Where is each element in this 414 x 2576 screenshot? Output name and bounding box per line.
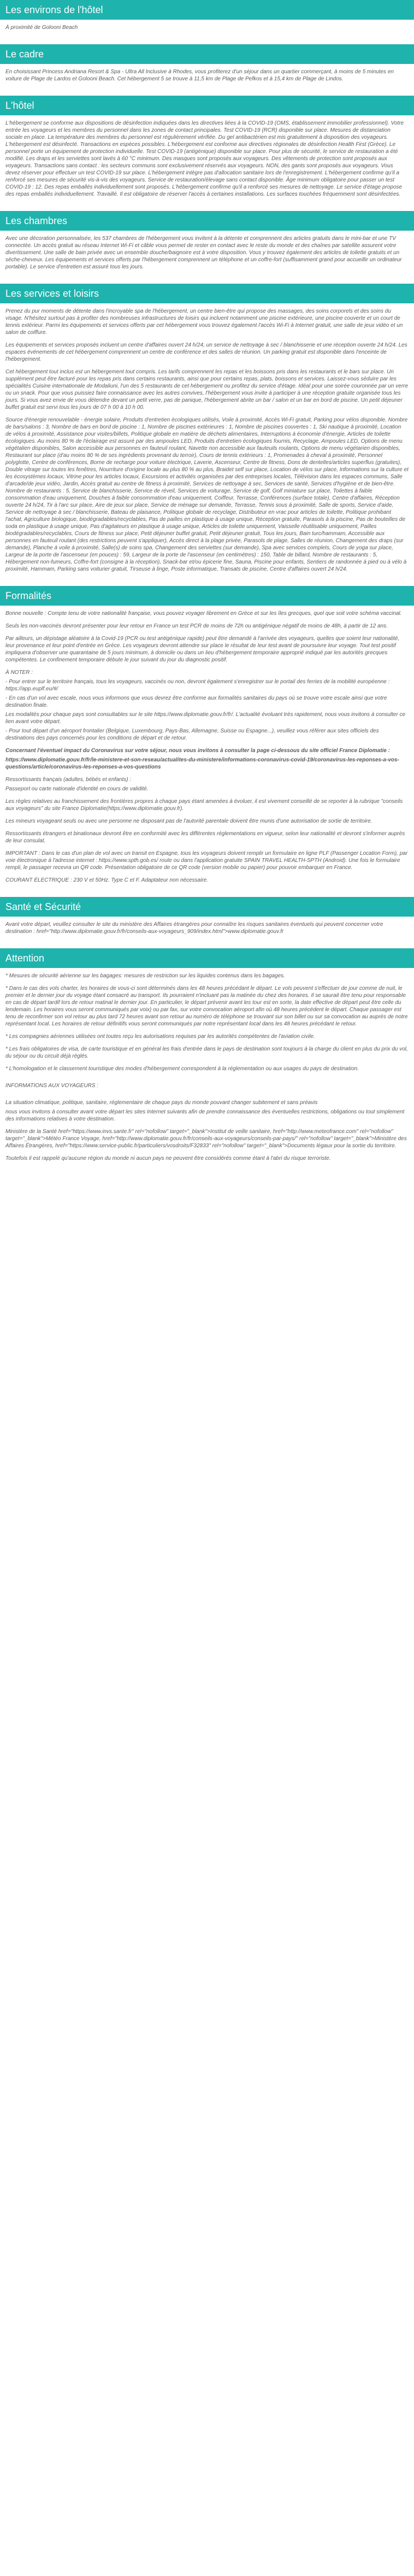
services-paragraph: Prenez du pur moments de détente dans l'incroyable spa de l'hébergement, un centre bien-être qui propose des massages, des soins corporels et des soins du visage. N'hésitez surtout pas à profiter des nombreuses infrastructures de loisirs qui incluent notamment une piscine extérieure, une piscine couverte et un court de tennis extérieur. Parmi les équipements et services offerts par cet hébergement vous trouvez également l'accès Wi-Fi à Internet gratuit, une salle de jeux vidéo et un salon de coiffure. [5, 308, 403, 336]
section-title-sante: Santé et Sécurité [0, 897, 414, 917]
attention-paragraph: * Mesures de sécurité aérienne sur les bagages: mesures de restriction sur les liquides contenus dans les bagages. [5, 973, 285, 979]
formalites-paragraph: Bonne nouvelle : Compte tenu de votre nationalité française, vous pouvez voyager librement en Grèce et sur les îles grecques, quel que soit votre schéma vaccinal. [5, 611, 402, 617]
attention-paragraph: * L'homologation et le classement touristique des modes d'hébergement correspondent à la réglementation ou aux usages du pays de destination. [5, 1066, 359, 1072]
attention-paragraph: La situation climatique, politique, sanitaire, réglementaire de chaque pays du monde pouvant changer subitement et sans préavis [5, 1100, 318, 1106]
formalites-note-heading: À NOTER : [5, 670, 33, 676]
attention-links[interactable]: Ministère de la Santé href="https://www.invs.sante.fr" rel="nofollow" target="_blank">Institut de veille sanitaire, href="http://www.meteofrance.com" rel="nofollow" target="_blank">Météo France Voyage, href="http://www.diplomatie.gouv.fr/fr/conseils-aux-voyageurs/conseils-par-pays/" rel="nofollow" target="_blank">Ministère des Affaires Étrangères, href="https://www.service-public.fr/particuliers/vosdroits/F32833" rel="nofollow" target="_blank">Documents légaux pour la sortie du territoire. [5, 1129, 407, 1149]
formalites-covid-heading: Concernant l'éventuel impact du Coronavirus sur votre séjour, nous vous invitons à consulter la page ci-dessous du site officiel France Diplomatie : [5, 748, 391, 754]
formalites-paragraph: Passeport ou carte nationale d'identité en cours de validité. [5, 786, 149, 792]
attention-paragraph: * Les compagnies aériennes utilisées ont toutes reçu les autorisations requises par les autorités compétentes de l'aviation civile. [5, 1034, 315, 1040]
section-formalites [0, 606, 414, 897]
attention-paragraph: * Dans le cas des vols charter, les horaires de vous-ci sont déterminés dans les 48 heures précédant le départ. Le vols peuvent s'effectuer de jour comme de nuit, le premier et le dernier jour du voyage étant consacré au transport. Ils pourraient n'incluant pas la matinée du chez des horaires. Il se saurait être tenu pour responsable en cas de départ tardif lors de retour matinal le dernier jour. En particulier, le départ prévenir avant les tour est en sorte, la date effective de départ peut être celle du lendemain. Les horaires vous seront communiqués par voix) ou par fax, sur votre convocation aéroport afin où 48 heures précédent le départ. Chaque passager est tenu de reconfirmer son vol retour au plus tard 72 heures avant son retour au numéro de téléphone se trouvant sur son billet ou sur sa convocation au auprès de notre représentant local. Les horaires de retour définitifs vous seront communiqués par notre représentant local dans les 48 heures précédant le retour. [5, 985, 408, 1027]
section-title-cadre: Le cadre [0, 44, 414, 64]
chambres-text: Avec une décoration personnalisée, les 537 chambres de l'hébergement vous invitent à la détente et comprennent des articles gratuits dans le mini-bar et une TV connectée. Un accès gratuit au réseau Internet Wi-Fi et câble vous permet de rester en contact avec le reste du monde et des chaînes par satellite assurent votre divertissement. Une salle de bain privée avec un ensemble douche/baignoire est à votre disposition. Vous y trouvez également des articles de toilette gratuits et un sèche-cheveux. Les équipements et services offerts par l'hébergement comprennent un téléphone et un coffre-fort (suffisamment grand pour accueillir un ordinateur portable). Le service d'entretien est assuré tous les jours. [5, 236, 402, 270]
section-title-environs: Les environs de l'hôtel [0, 0, 414, 20]
formalites-paragraph: Ressortissants étrangers et binationaux devront être en conformité avec les différentes réglementations en vigueur, selon leur nationalité et devront s'informer auprès de leur consulat. [5, 831, 405, 844]
section-attention [0, 968, 414, 1175]
sante-text: Avant votre départ, veuillez consulter le site du ministère des Affaires étrangères pour connaître les risques sanitaires éventuels qui peuvent concerner votre destination : href="http://www.diplomatie.gouv.fr/fr/conseils-aux-voyageurs_909/index.html">www.diplomatie.gouv.fr [5, 922, 383, 935]
services-paragraph: Source d'énergie renouvelable - énergie solaire, Produits d'entretien écologiques utilisés, Voile à proximité, Accès Wi-Fi gratuit, Parking pour vélos disponible. Nombre de bars/salons : 3, Nombre de bars en bord de piscine : 1, Nombre de piscines extérieures : 1, Nombre de piscines couvertes : 1, Ski nautique à proximité, Location de vélos à proximité, Assistance pour visites/billets, Politique globale en matière de déchets alimentaires, Interruptions à économie d'énergie, Articles de toilette écologiques. Au moins 80 % de l'éclairage est assuré par des ampoules LED, Produits d'entretien écologiques fournis, Recyclage, Ampoules LED, Options de menu végétalien disponibles, Salon accessible aux personnes en fauteuil roulant, Navette non accessible aux fauteuils roulants, Options de menu végétarien disponibles, Restaurant sur place (d'au moins 80 % de ses ingrédients provenant du terroir), Cours de tennis extérieurs : 1, Promenades à cheval à proximité, Personnel polyglotte, Centre de conférences, Borne de recharge pour voiture électrique, Laverie, Ascenseur, Centre de fitness, Dons de dentelles/articles superflus (gratuites), Double vitrage sur toutes les fenêtres, Nourriture d'origine locale au plus 80 % au plus, Braidet self sur place, Location de vélos sur place, Informations sur la culture et les écosystèmes locaux, Vitrine pour les articles locaux, Excursions et activités organisées par des entreprises locales, Télévision dans les espaces communs, Salle d'arcade/de jeux vidéo, Jardin, Accès gratuit au centre de fitness à proximité, Services de nettoyage à sec, Services de santé, Services d'hygiène et de bien-être. Nombre de restaurants : 5, Service de blanchisserie, Service de réveil, Services de voiturage, Service de golf, Golf miniature sur place, Toilettes à faible consommation d'eau uniquement, Douches à faible consommation d'eau uniquement, Coiffeur, Terrasse, Conférences (surface totale), Centre d'affaires, Réception ouverte 24 h/24, Tir à l'arc sur place, Aire de jeux sur place, Service de ménage sur demande, Terrasse, Tennis sous à proximité, Salle de sports, Service d'aide, Service de nettoyage à sec / blanchisserie, Bateau de plaisance, Politique globale de recyclage, Distributeur en vrac pour articles de toilette, Politique prohibant l'achat, Agriculture biologique, biodégradables/recyclables, Pas de pailles en plastique à usage unique, Réception gratuite, Parasols à la piscine, Pas de bouteilles de soda en plastique à usage unique, Pas d'agitateurs en plastique à usage unique, Articles de toilette uniquement, Vaisselle réutilisable uniquement, Pailles biodégradables/recyclables, Cours de fitness sur place, Petit déjeuner buffet gratuit, Petit déjeuner gratuit, Tous les jours, Bain turc/hammam, Accessible aux personnes en fauteuil roulant (des restrictions peuvent s'appliquer), Accès direct à la plage privée, Parasols de plage, Salles de réunion, Changement des draps (sur demande), Planche à voile à proximité, Salle(s) de soins spa, Changement des serviettes (sur demande), Spa avec services complets, Cours de yoga sur place, Largeur de la porte de l'ascenseur (en pouces) : 59, Largeur de la porte de l'ascenseur (en centimètres) : 150, Table de billard, Nombre de restaurants : 5, Hébergement non-fumeurs, Coffre-fort (consigne à la réception), Snack-bar et/ou épicerie fine, Sauna, Piscine pour enfants, Sentiers de randonnée à pied ou à vélo à proximité, Hammam, Parking sans voiturier gratuit, Tirseuse à linge, Poste informatique, Transats de piscine, Centre d'affaires ouvert 24 h/24. [5, 417, 409, 572]
formalites-paragraph: Ressortissants français (adultes, bébés et enfants) : [5, 777, 132, 783]
section-chambres [0, 231, 414, 284]
formalites-paragraph: COURANT ÉLECTRIQUE : 230 V et 50Hz. Type C et F. Adaptateur non nécessaire. [5, 877, 209, 883]
section-title-attention: Attention [0, 948, 414, 968]
attention-paragraph: Toutefois il est rappelé qu'aucune région du monde ni aucun pays ne peuvent être considérés comme étant à l'abri du risque terroriste. [5, 1155, 331, 1161]
formalites-paragraph: - En cas d'un vol avec escale, nous vous informons que vous devrez être conforme aux formalités sanitaires du pays où se trouve votre escale ainsi que votre destination finale. [5, 695, 387, 708]
section-hotel [0, 115, 414, 211]
section-title-services: Les services et loisirs [0, 284, 414, 303]
environs-text: À proximité de Golooni Beach [5, 25, 78, 31]
attention-paragraph: * Les frais obligatoires de visa, de carte touristique et en général les frais d'entrée dans le pays de destination sont toujours à la charge du client en plus du prix du vol, du séjour ou du circuit déjà réglés. [5, 1046, 408, 1059]
section-sante [0, 917, 414, 948]
services-paragraph: Cet hébergement tout inclus est un hébergement tout compris. Les tarifs comprennent les repas et les boissons pris dans les restaurants et le bars sur place. Un supplément peut être facturé pour les repas pris dans certains restaurants, ainsi que pour certains repas, plats, boissons et services. Laissez-vous séduire par les spécialités Cuisine internationale de Modaliuni, l'un des 5 restaurants de cet hébergement ou profitez du service d'étage. Idéal pour une soirée couronnée par un verre ou un snack. Pour que vous puissiez faire connaissance avec les autres convives, l'hébergement vous invite à participer à une réception gratuite organisée tous les jours. Si vous avez envie de vous détendre devant un petit verre, pas de panique, l'hébergement abrite un bar / salon et un bar en bord de piscine. Un petit déjeuner buffet gratuit est servi tous les jours de 07 h 00 à 10 h 00. [5, 369, 409, 410]
section-environs [0, 20, 414, 44]
formalites-paragraph: - Pour tout départ d'un aéroport frontalier (Belgique, Luxembourg, Pays-Bas, Allemagne, Suisse ou Espagne...), veuillez vous référer aux sites officiels des destinations des pays concernés pour les conditions de départ et de retour. [5, 728, 379, 741]
formalites-paragraph: IMPORTANT : Dans le cas d'un plan de vol avec un transit en Espagne, tous les voyageurs doivent remplir un formulaire en ligne PLF (Passenger Location Form), par voie électronique à l'adresse internet : https://www.spth.gob.es/ route ou dans l'application gratuite SPAIN TRAVEL HEALTH-SPTH (Android). Une fois le formulaire rempli, le passager recevra un QR code. Présentation obligatoire de ce QR code (version mobile ou papier) pour pouvoir embarquer en France. [5, 850, 408, 871]
section-title-chambres: Les chambres [0, 211, 414, 231]
formalites-paragraph: Seuls les non-vaccinés devront présenter pour leur retour en France un test PCR de moins de 72h ou antigénique négatif de moins de 48h, à partir de 12 ans. [5, 623, 388, 629]
attention-paragraph: nous vous invitons à consulter avant votre départ les sites Internet suivants afin de prendre connaissance des éventuelles restrictions, obligations ou tout simplement des informations relatives à votre destination. [5, 1109, 405, 1122]
attention-travellers-heading: INFORMATIONS AUX VOYAGEURS : [5, 1083, 99, 1089]
formalites-paragraph: - Pour entrer sur le territoire français, tous les voyageurs, vaccinés ou non, devront également s'enregistrer sur le portail des ferries de la mobilité européenne : https://app.euplf.eu/#/ [5, 679, 390, 692]
section-title-formalites: Formalités [0, 586, 414, 606]
section-title-hotel: L'hôtel [0, 96, 414, 115]
hotel-text: L'hébergement se conforme aux dispositions de désinfection indiquées dans les directives liées à la COVID-19 (OMS, établissement immobilier professionnel). Votre entrée les voyageurs et les membres du personnel dans les zones de contact principales. Test COVID-19 (RCR) disponible sur place. Mesures de distanciation sociale en place. La température des membres du personnel est régulièrement vérifiée. Du gel antibactérien est mis gratuitement à disposition des voyageurs. L'hébergement est désinfecté. Transactions en espèces possibles. L'hébergement est conforme aux directives régionales de désinfection Health First (Grèce). Le personnel porte un équipement de protection individuelle. Test COVID-19 (antigénique) disponible sur place. Pour plus de sécurité, le service de restauration a été modifié. Les draps et les serviettes sont lavés à 60 °C minimum. Des masques sont proposés aux voyageurs. Des vêtements de protection sont proposés aux voyageurs. Transactions sans contact : les secteurs communs sont exclusivement réservés aux voyageurs. NON, des gants sont proposés aux voyageurs. Vous devez réserver pour effectuer un test COVID-19 sur place. L'hébergement intègre pas d'allocation sanitaire lors de l'enregistrement. L'hébergement confirme qu'il a renforcé ses mesures de sécurité vis-à-vis des voyageurs. Service de restauration/élevage sans contact disponible. Âge minimum obligatoire pour passer un test COVID-19 : 12. Des repas emballés individuellement sont proposés. L'hébergement confirme qu'il a renforcé ses mesures de nettoyage. Le service d'étage propose des repas emballés individuellement. Travaillé. Il est obligatoire de réserver l'accès à certaines installations. Les surfaces touchées fréquemment sont désinfectées. [5, 120, 404, 197]
formalites-paragraph: Les mineurs voyageant seuls ou avec une personne ne disposant pas de l'autorité parentale doivent être munis d'une autorisation de sortie de territoire. [5, 818, 372, 824]
services-paragraph: Les équipements et services proposés incluent un centre d'affaires ouvert 24 h/24, un service de nettoyage à sec / blanchisserie et une réception ouverte 24 h/24. Les espaces événements de cet hébergement comprennent un centre de conférence et des salles de réunion. Un parking gratuit est disponible dans l'enceinte de l'hébergement. [5, 342, 407, 362]
formalites-covid-link[interactable]: https://www.diplomatie.gouv.fr/fr/le-ministere-et-son-reseau/actualites-du-ministere/informations-coronavirus-covid-19/coronavirus-les-reponses-a-vos-questions/article/coronavirus-les-reponses-a-vos-questions [5, 757, 399, 770]
formalites-paragraph: Par ailleurs, un dépistage aléatoire à la Covid-19 (PCR ou test antigénique rapide) peut être demandé à l'arrivée des voyageurs, quelles que soient leur nationalité, leur provenance et leur point d'entrée en Grèce. Les voyageurs devront attendre sur place le résultat de leur test avant de poursuivre leur voyage. Tout test positif impliquera d'observer une quarantaine de 5 jours minimum, à domicile ou dans un lieu d'hébergement temporaire approprié indiqué par les autorités grecques compétentes. Le confinement temporaire débute le jour suivant du jour du diagnostic positif. [5, 636, 400, 663]
hotel-info-page [0, 0, 414, 1175]
cadre-text: En choisissant Princess Andriana Resort & Spa - Ultra All Inclusive à Rhodes, vous profiterez d'un séjour dans un quartier commerçant, à moins de 5 minutes en voiture de Plage de Lardos et Golooni Beach. Cet hébergement 5 se trouve à 11,5 km de Plage de Pefkos et à 15,4 km de Plage de Lindos. [5, 69, 394, 82]
formalites-paragraph: Les règles relatives au franchissement des frontières propres à chaque pays étant amenées à évoluer, il est vivement conseillé de se reporter à la rubrique "conseils aux voyageurs" du site France Diplomatie(https://www.diplomatie.gouv.fr). [5, 799, 403, 812]
section-cadre [0, 64, 414, 96]
section-services [0, 303, 414, 586]
formalites-paragraph: Les modalités pour chaque pays sont consultables sur le site https://www.diplomatie.gouv.fr/fr/. L'actualité évoluant très rapidement, nous vous invitons à consulter ce lien avant votre départ. [5, 712, 406, 725]
